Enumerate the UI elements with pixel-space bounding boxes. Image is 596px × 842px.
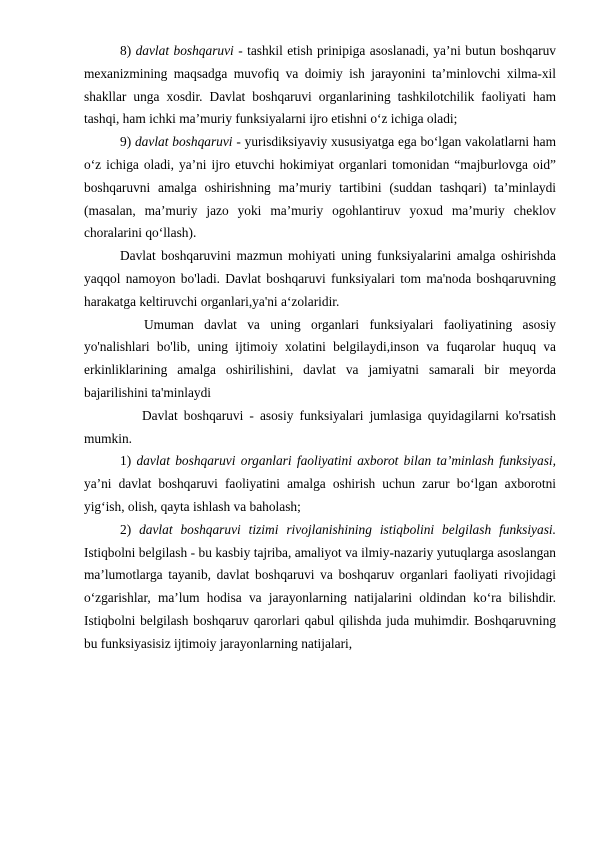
document-page	[84, 40, 556, 656]
emphasis: davlat boshqaruvi tizimi rivojlanishining istiqbolini belgilash funksiyasi.	[139, 521, 556, 537]
emphasis: davlat boshqaruvi	[134, 134, 233, 150]
emphasis: davlat boshqaruvi	[135, 43, 234, 58]
paragraph-8: 8) davlat boshqaruvi - tashkil etish prinipiga asoslanadi, ya’ni butun boshqaruv mexanizmining maqsadga muvofiq va doimiy ish jarayonini ta’minlovchi xilma-xil shakllar unga xosdir. Davlat boshqaruvi organlarining tashkilotchilik faoliyati ham tashqi, ham ichki ma’muriy funksiyalarni ijro etishni o‘z ichiga oladi;	[84, 43, 556, 127]
paragraph-essence: Davlat boshqaruvini mazmun mohiyati uning funksiyalarini amalga oshirishda yaqqol namoyon bo'ladi. Davlat boshqaruvi funksiyalari tom ma'noda boshqaruvning harakatga keltiruvchi organlari,ya'ni a‘zolaridir.	[84, 248, 556, 309]
paragraph-function-2: 2) davlat boshqaruvi tizimi rivojlanishining istiqbolini belgilash funksiyasi. Istiqbolni belgilash - bu kasbiy tajriba, amaliyot va ilmiy-nazariy yutuqlarga asoslangan ma’lumotlarga tayanib, davlat boshqaruvi va boshqaruv organlari faoliyati rivojidagi o‘zgarishlar, ma’lum hodisa va jarayonlarning natijalarini oldindan ko‘ra bilishdir. Istiqbolni belgilash boshqaruv qarorlari qabul qilishda juda muhimdir. Boshqaruvning bu funksiyasisiz ijtimoiy jarayonlarning natijalari,	[84, 521, 556, 651]
paragraph-function-1: 1) davlat boshqaruvi organlari faoliyatini axborot bilan ta’minlash funksiyasi, ya’ni davlat boshqaruvi faoliyatini amalga oshirish uchun zarur bo‘lgan axborotni yig‘ish, olish, qayta ishlash va baholash;	[84, 453, 556, 514]
paragraph-directions: Umuman davlat va uning organlari funksiyalari faoliyatining asosiy yo'nalishlari bo'lib, uning ijtimoiy xolatini belgilaydi,inson va fuqarolar huquq va erkinliklarining amalga oshirilishini, davlat va jamiyatni samarali bir meyorda bajarilishini ta'minlaydi	[84, 316, 556, 400]
paragraph-9: 9) davlat boshqaruvi - yurisdiksiyaviy xususiyatga ega bo‘lgan vakolatlarni ham o‘z ichiga oladi, ya’ni ijro etuvchi hokimiyat organlari tomonidan “majburlovga oid” boshqaruvni amalga oshirishning ma’muriy tartibini (suddan tashqari) ta’minlaydi (masalan, ma’muriy jazo yoki ma’muriy ogohlantiruv yoxud ma’muriy cheklov choralarini qo‘llash).	[84, 134, 556, 241]
emphasis: davlat boshqaruvi organlari faoliyatini axborot bilan ta’minlash funksiyasi,	[136, 453, 556, 469]
paragraph-functions-intro: Davlat boshqaruvi - asosiy funksiyalari jumlasiga quyidagilarni ko'rsatish mumkin.	[84, 407, 556, 446]
